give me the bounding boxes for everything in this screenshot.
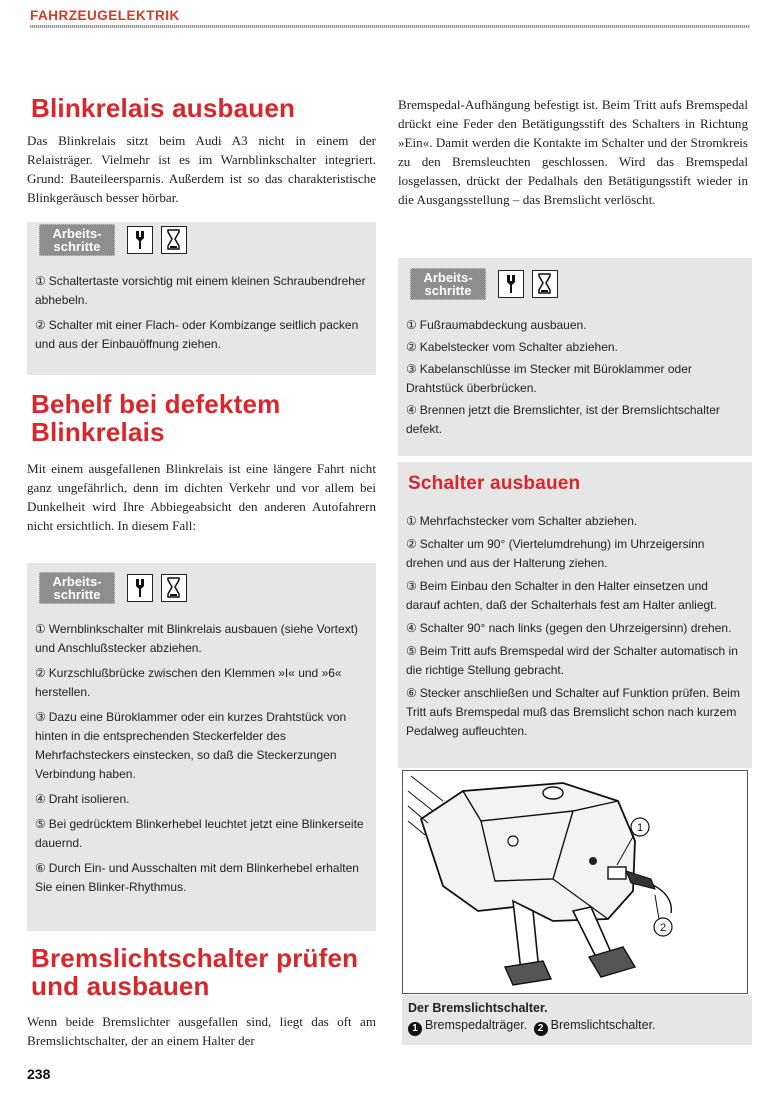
running-header [30,8,750,30]
step-4: ④ Draht isolieren. [35,792,130,806]
page-number: 238 [27,1066,51,1082]
step-4: ④ Schalter 90° nach links (gegen den Uhrzeigersinn) drehen. [406,621,732,636]
steps-badge-row [35,570,368,608]
badge-line2: schritte [53,587,101,602]
step-1: ① Fußraumabdeckung ausbauen. [406,318,587,332]
badge-line2: schritte [424,283,472,298]
step-2: ② Kurzschlußbrücke zwischen den Klemmen »I« und »6« herstellen. [35,666,342,699]
figure-callout-1: 1 [636,822,644,834]
steps-box-3 [398,258,752,456]
step-6: ⑥ Durch Ein- und Ausschalten mit dem Blinkerhebel erhalten Sie einen Blinker-Rhythmus. [35,861,359,894]
step-2: ② Kabelstecker vom Schalter abziehen. [406,340,618,354]
badge-line1: Arbeits- [52,574,102,589]
steps-box-1 [27,222,376,375]
step-5: ⑤ Beim Tritt aufs Bremspedal wird der Schalter automatisch in die richtige Stellung gebracht. [406,644,738,678]
step-1: ① Wernblinkschalter mit Blinkrelais ausbauen (siehe Vortext) und Anschlußstecker abziehen. [35,622,359,655]
hourglass-icon [161,574,187,602]
caption-number-2: 2 [534,1022,548,1036]
brake-pedal-figure [402,770,748,994]
header-rule [30,25,750,28]
paragraph-blinkrelais: Das Blinkrelais sitzt beim Audi A3 nicht in einem der Relaisträger. Vielmehr ist es im Warnblinkschalter integriert. Grund: Bauteileersparnis. Außerdem ist so das charakteristische Blinkgeräusch besser hörbar. [27,133,376,205]
caption-legend [408,1018,746,1036]
caption-text-2: Bremslichtschalter. [550,1018,656,1032]
badge-line1: Arbeits- [52,226,102,241]
badge-line2: schritte [53,239,101,254]
brake-pedal-illustration [403,771,747,993]
step-6: ⑥ Stecker anschließen und Schalter auf Funktion prüfen. Beim Tritt aufs Bremspedal muß das Bremslicht schon nach kurzem Pedalweg aufleuchten. [406,686,740,739]
caption-title: Der Bremslichtschalter. [408,1001,548,1015]
steps-box-4 [398,462,752,768]
wrench-icon [127,574,153,602]
heading-bremslichtschalter: Bremslichtschalter prüfen und ausbauen [31,943,359,1001]
subheading-schalter-ausbauen: Schalter ausbauen [408,473,581,494]
hourglass-icon [532,270,558,298]
step-2: ② Schalter um 90° (Viertelumdrehung) im Uhrzeigersinn drehen und aus der Halterung ziehen. [406,537,705,571]
steps-box-2 [27,563,376,931]
caption-text-1: Bremspedalträger. [425,1018,528,1032]
step-3: ③ Kabelanschlüsse im Stecker mit Büroklammer oder Drahtstück überbrücken. [406,362,692,395]
wrench-icon [498,270,524,298]
step-1: ① Mehrfachstecker vom Schalter abziehen. [406,514,638,529]
hourglass-icon [161,226,187,254]
steps-badge-row [406,266,744,304]
header-title: FAHRZEUGELEKTRIK [30,8,180,23]
step-3: ③ Dazu eine Büroklammer oder ein kurzes Drahtstück von hinten in die entsprechenden Steckerfelder des Mehrfachsteckers einstecken, so daß die Steckerzungen Verbindung haben. [35,710,347,781]
heading-blinkrelais-ausbauen: Blinkrelais ausbauen [31,93,296,123]
arbeitsschritte-badge [39,224,115,256]
step-1: ① Schaltertaste vorsichtig mit einem kleinen Schraubendreher abhebeln. [35,274,366,307]
figure-caption [402,995,752,1045]
step-4: ④ Brennen jetzt die Bremslichter, ist der Bremslichtschalter defekt. [406,403,720,436]
step-5: ⑤ Bei gedrücktem Blinkerhebel leuchtet jetzt eine Blinkerseite dauernd. [35,817,364,850]
caption-number-1: 1 [408,1022,422,1036]
step-2: ② Schalter mit einer Flach- oder Kombizange seitlich packen und aus der Einbauöffnung ziehen. [35,318,359,351]
figure-callout-2: 2 [659,922,667,934]
heading-behelf: Behelf bei defektem Blinkrelais [31,389,281,447]
arbeitsschritte-badge [410,268,486,300]
step-3: ③ Beim Einbau den Schalter in den Halter einsetzen und darauf achten, daß der Schalterhals fest am Halter anliegt. [406,579,717,613]
paragraph-bremspedal-aufhaengung: Bremspedal-Aufhängung befestigt ist. Beim Tritt aufs Bremspedal drückt eine Feder den Betätigungsstift des Schalters in Richtung »Ein«. Damit werden die Kontakte im Schalter und der Stromkreis zu den Bremsleuchten geschlossen. Wird das Bremspedal losgelassen, drückt der Pedalhals den Betätigungsstift wieder in die Ausgangsstellung – das Bremslicht verlöscht. [398,97,748,207]
badge-line1: Arbeits- [423,270,473,285]
paragraph-bremslicht: Wenn beide Bremslichter ausgefallen sind, liegt das oft am Bremslichtschalter, der an einem Halter der [27,1014,376,1048]
steps-badge-row [35,222,368,260]
wrench-icon [127,226,153,254]
arbeitsschritte-badge [39,572,115,604]
paragraph-behelf: Mit einem ausgefallenen Blinkrelais ist eine längere Fahrt nicht ganz ungefährlich, denn im dichten Verkehr und vor allem bei Dunkelheit wird Ihre Abbiegeabsicht den anderen Autofahrern nicht ersichtlich. In diesem Fall: [27,461,376,533]
